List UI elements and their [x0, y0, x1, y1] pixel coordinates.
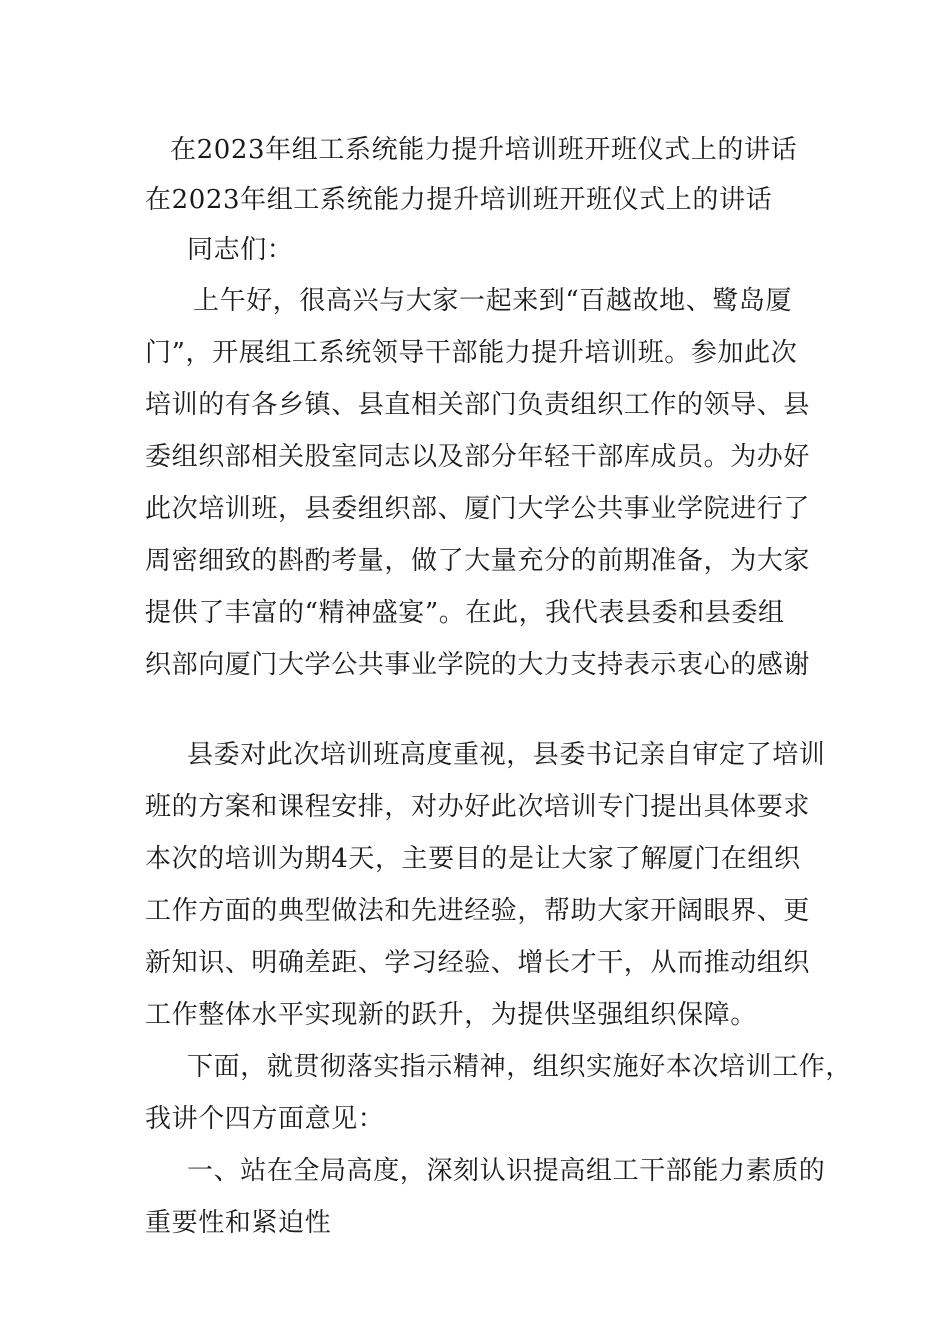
paragraph-line: 上午好，很高兴与大家一起来到“百越故地、鹭岛厦 — [193, 286, 793, 316]
paragraph-line: 此次培训班，县委组织部、厦门大学公共事业学院进行了 — [145, 494, 811, 524]
paragraph-line: 周密细致的斟酌考量，做了大量充分的前期准备，为大家 — [145, 546, 811, 576]
paragraph-line: 培训的有各乡镇、县直相关部门负责组织工作的领导、县 — [145, 390, 811, 420]
paragraph-line: 工作整体水平实现新的跃升，为提供坚强组织保障。 — [145, 1000, 757, 1030]
paragraph-line: 织部向厦门大学公共事业学院的大力支持表示衷心的感谢 — [145, 650, 811, 680]
paragraph-line: 门”，开展组工系统领导干部能力提升培训班。参加此次 — [145, 338, 798, 368]
paragraph-line: 我讲个四方面意见： — [145, 1104, 385, 1134]
paragraph-line: 新知识、明确差距、学习经验、增长才干，从而推动组织 — [145, 948, 811, 978]
paragraph-line: 工作方面的典型做法和先进经验，帮助大家开阔眼界、更 — [145, 896, 811, 926]
heading-line: 一、站在全局高度，深刻认识提高组工干部能力素质的 — [187, 1156, 826, 1186]
paragraph-line: 下面，就贯彻落实指示精神，组织实施好本次培训工作， — [187, 1052, 853, 1082]
paragraph-line: 委组织部相关股室同志以及部分年轻干部库成员。为办好 — [145, 442, 811, 472]
paragraph-line: 提供了丰富的“精神盛宴”。在此，我代表县委和县委组 — [145, 598, 785, 628]
paragraph-line: 县委对此次培训班高度重视，县委书记亲自审定了培训 — [187, 740, 826, 770]
salutation: 同志们： — [187, 235, 294, 265]
document-title: 在2023年组工系统能力提升培训班开班仪式上的讲话 — [145, 185, 773, 215]
heading-line: 重要性和紧迫性 — [145, 1208, 332, 1238]
paragraph-line: 班的方案和课程安排，对办好此次培训专门提出具体要求 — [145, 792, 811, 822]
paragraph-line: 本次的培训为期4天，主要目的是让大家了解厦门在组织 — [145, 844, 801, 874]
header-title: 在2023年组工系统能力提升培训班开班仪式上的讲话 — [170, 135, 798, 165]
